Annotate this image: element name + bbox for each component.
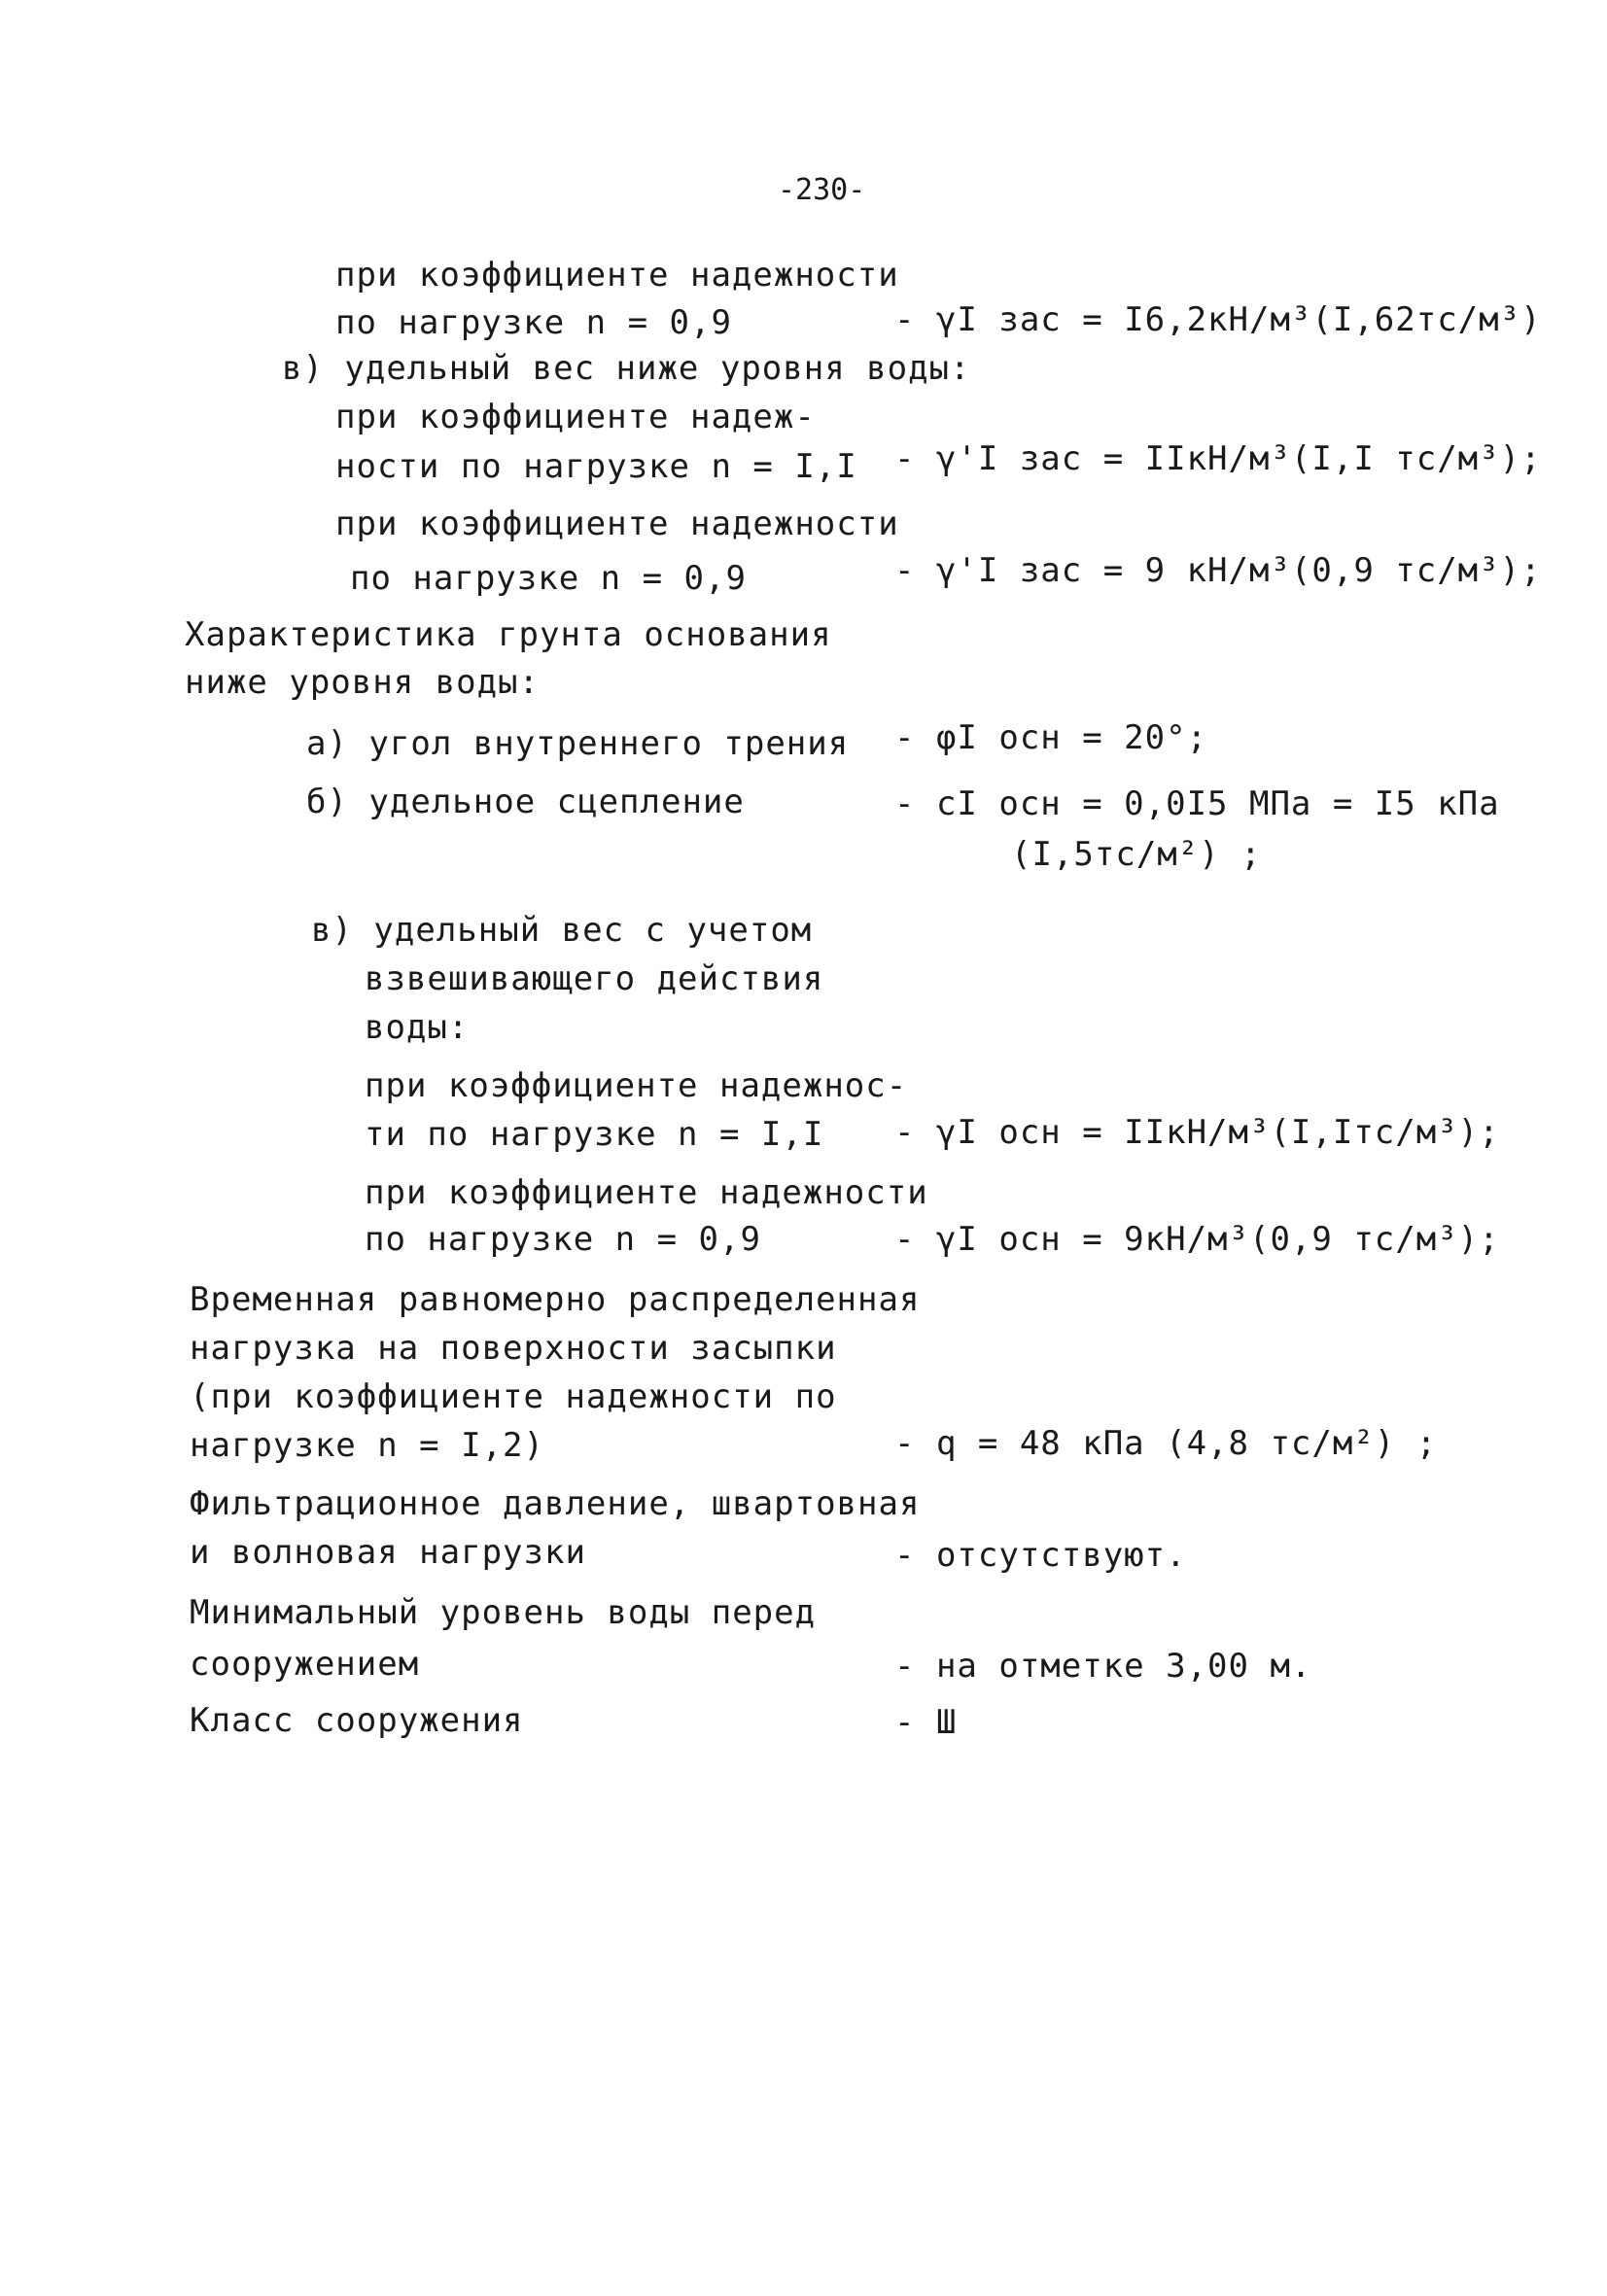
text-line: по нагрузке n = 0,9 [365, 1220, 761, 1259]
value-line: - на отметке 3,00 м. [894, 1647, 1312, 1686]
text-line: при коэффициенте надежности [335, 504, 899, 543]
text-line: нагрузка на поверхности засыпки [190, 1329, 837, 1368]
value-line: - φI осн = 20°; [894, 718, 1208, 757]
text-line: сооружением [190, 1645, 420, 1684]
text-line: ти по нагрузке n = I,I [365, 1115, 824, 1154]
text-line: ниже уровня воды: [185, 663, 540, 702]
text-line: и волновая нагрузки [190, 1533, 586, 1572]
value-line: - отсутствуют. [894, 1536, 1187, 1575]
value-line: (I,5тс/м²) ; [1011, 835, 1262, 874]
text-line: Характеристика грунта основания [185, 615, 832, 654]
text-line: в) удельный вес ниже уровня воды: [282, 349, 971, 388]
text-line: при коэффициенте надежности [365, 1173, 928, 1212]
text-line: (при коэффициенте надежности по [190, 1377, 837, 1416]
text-line: по нагрузке n = 0,9 [350, 559, 747, 598]
text-line: по нагрузке n = 0,9 [335, 303, 732, 342]
text-line: в) удельный вес с учетом [311, 911, 813, 950]
value-line: - cI осн = 0,0I5 МПа = I5 кПа [894, 784, 1500, 823]
value-line: - γI осн = 9кН/м³(0,9 тс/м³); [894, 1220, 1500, 1259]
text-line: а) угол внутреннего трения [306, 724, 850, 763]
value-line: - Ш [894, 1703, 958, 1742]
text-line: Класс сооружения [190, 1701, 524, 1740]
text-line: при коэффициенте надежности [335, 256, 899, 295]
text-line: б) удельное сцепление [306, 783, 745, 821]
value-line: - q = 48 кПа (4,8 тс/м²) ; [894, 1424, 1438, 1463]
text-line: Минимальный уровень воды перед [190, 1593, 817, 1632]
text-line: Фильтрационное давление, швартовная [190, 1484, 921, 1523]
value-line: - γ'I зас = 9 кН/м³(0,9 тс/м³); [894, 551, 1542, 590]
text-line: ности по нагрузке n = I,I [335, 447, 857, 486]
value-line: - γ'I зас = IIкН/м³(I,I тс/м³); [894, 439, 1542, 478]
text-line: воды: [365, 1008, 470, 1047]
value-line: - γI осн = IIкН/м³(I,Iтс/м³); [894, 1113, 1500, 1152]
page-number: -230- [778, 173, 866, 207]
text-line: взвешивающего действия [365, 959, 824, 998]
text-line: нагрузке n = I,2) [190, 1426, 544, 1465]
text-line: при коэффициенте надеж- [335, 398, 816, 436]
text-line: при коэффициенте надежнос- [365, 1066, 908, 1105]
value-line: - γI зас = I6,2кН/м³(I,62тс/м³) [894, 300, 1542, 339]
text-line: Временная равномерно распределенная [190, 1280, 921, 1319]
